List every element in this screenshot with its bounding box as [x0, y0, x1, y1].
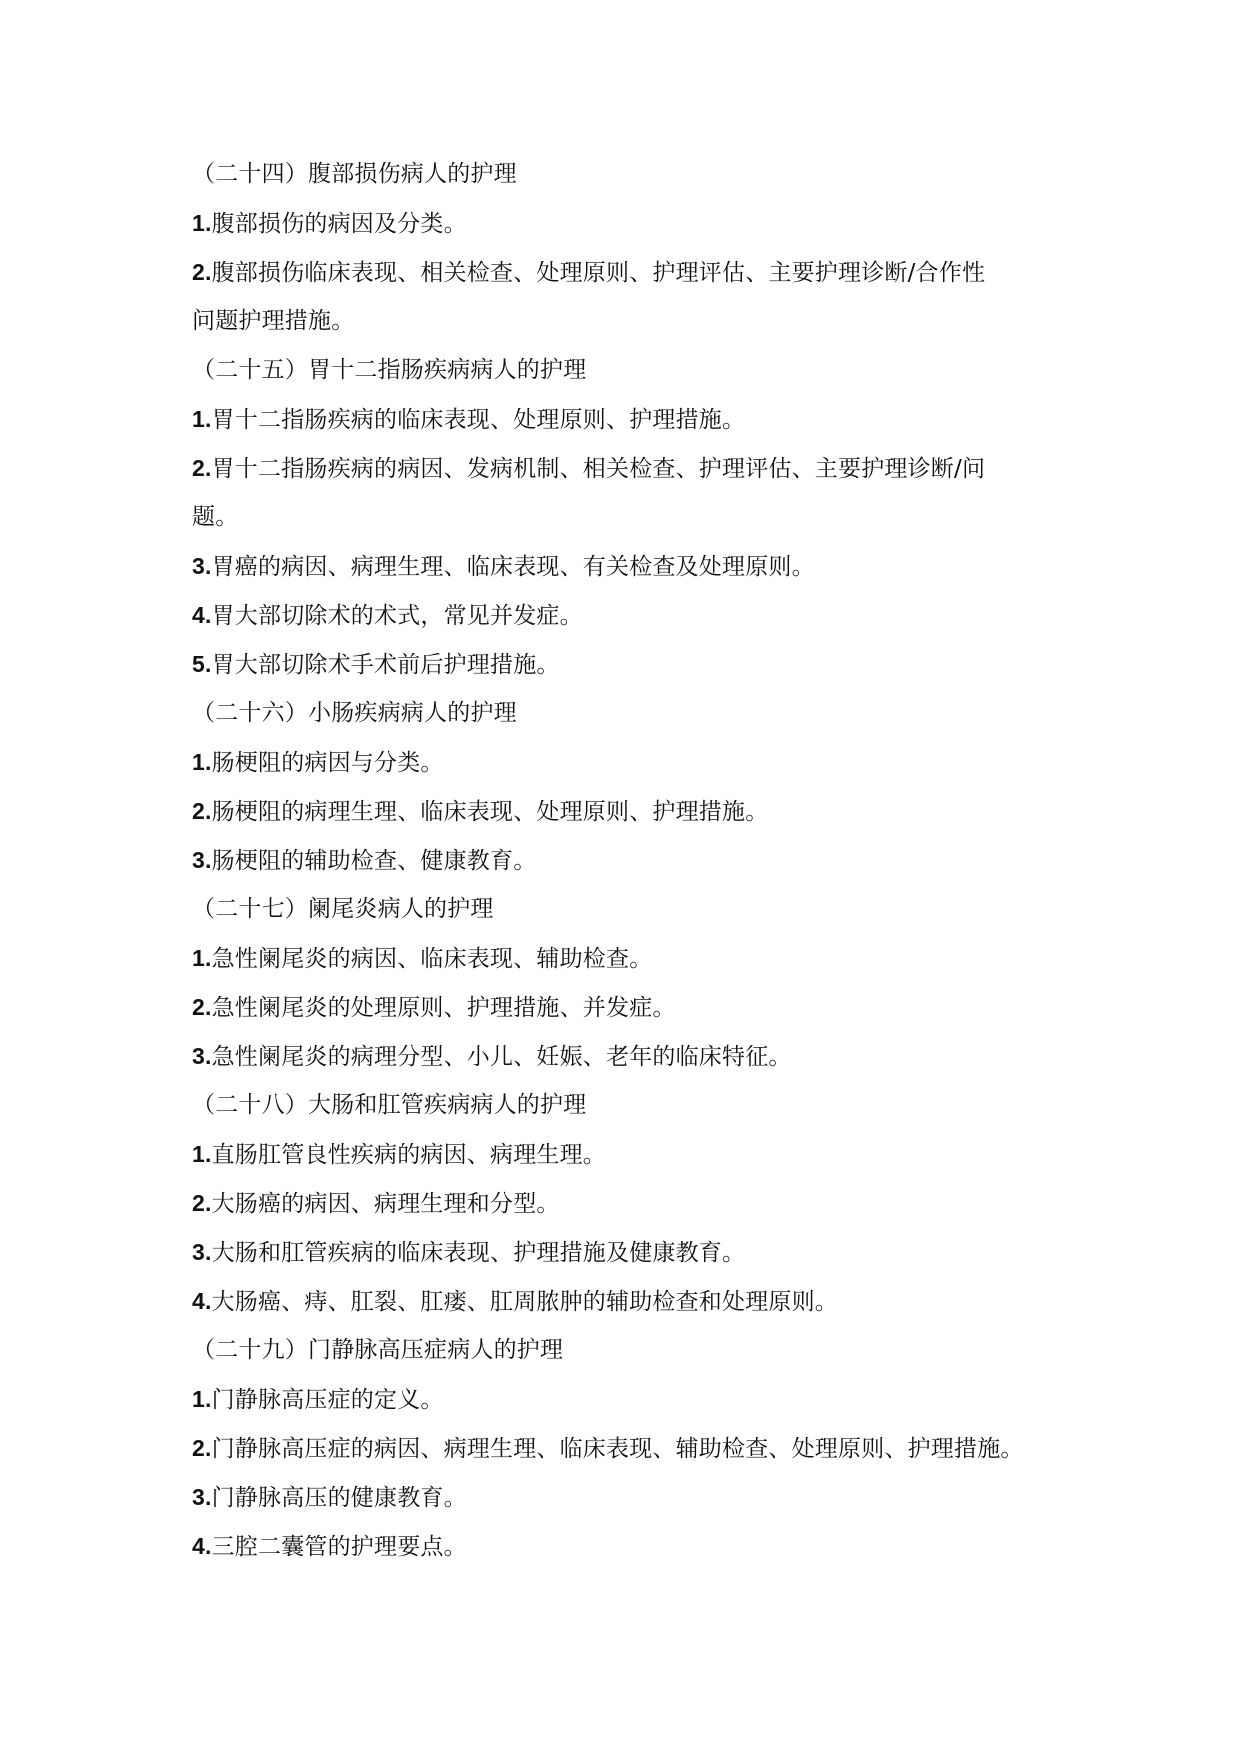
item-number: 2.: [192, 1190, 212, 1216]
list-item: [192, 1522, 1072, 1571]
list-item: [192, 836, 1072, 885]
list-item: [192, 1179, 1072, 1228]
section-heading: [192, 885, 1072, 934]
heading-text: （二十九）门静脉高压症病人的护理: [192, 1337, 564, 1363]
item-text: 大肠和肛管疾病的临床表现、护理措施及健康教育。: [211, 1240, 746, 1266]
item-number: 4.: [192, 1288, 212, 1314]
list-item: [192, 1130, 1072, 1179]
list-item: [192, 591, 1072, 640]
item-text: 直肠肛管良性疾病的病因、病理生理。: [211, 1142, 606, 1168]
item-text: 门静脉高压的健康教育。: [211, 1485, 467, 1511]
item-text: 急性阑尾炎的病理分型、小儿、妊娠、老年的临床特征。: [211, 1044, 792, 1070]
list-item: [192, 738, 1072, 787]
heading-text: （二十八）大肠和肛管疾病病人的护理: [192, 1092, 587, 1118]
item-number: 3.: [192, 1043, 212, 1069]
item-text: 胃癌的病因、病理生理、临床表现、有关检查及处理原则。: [211, 554, 815, 580]
section-heading: [192, 346, 1072, 395]
item-text: 肠梗阻的病因与分类。: [211, 750, 444, 776]
list-item: [192, 1375, 1072, 1424]
item-number: 3.: [192, 553, 212, 579]
list-item: [192, 640, 1072, 689]
list-item: [192, 199, 1072, 248]
item-number: 2.: [192, 1435, 212, 1461]
item-number: 3.: [192, 1239, 212, 1265]
item-text: 胃十二指肠疾病的临床表现、处理原则、护理措施。: [211, 407, 746, 433]
item-number: 3.: [192, 1484, 212, 1510]
item-number: 2.: [192, 798, 212, 824]
section-heading: [192, 689, 1072, 738]
item-text: 大肠癌、痔、肛裂、肛瘘、肛周脓肿的辅助检查和处理原则。: [211, 1289, 838, 1315]
list-item-continuation: [192, 297, 1072, 346]
list-item: [192, 248, 1072, 297]
list-item: [192, 444, 1072, 493]
list-item: [192, 1228, 1072, 1277]
item-text: 腹部损伤的病因及分类。: [211, 211, 467, 237]
item-text: 急性阑尾炎的病因、临床表现、辅助检查。: [211, 946, 653, 972]
item-text: 腹部损伤临床表现、相关检查、处理原则、护理评估、主要护理诊断/合作性: [211, 260, 986, 286]
item-number: 1.: [192, 1386, 212, 1412]
item-number: 2.: [192, 259, 212, 285]
heading-text: （二十四）腹部损伤病人的护理: [192, 161, 517, 187]
item-number: 1.: [192, 749, 212, 775]
item-text: 急性阑尾炎的处理原则、护理措施、并发症。: [211, 995, 676, 1021]
section-heading: [192, 1326, 1072, 1375]
item-text: 大肠癌的病因、病理生理和分型。: [211, 1191, 560, 1217]
section-heading: [192, 150, 1072, 199]
list-item: [192, 1032, 1072, 1081]
list-item: [192, 1277, 1072, 1326]
list-item-continuation: [192, 493, 1072, 542]
item-number: 1.: [192, 210, 212, 236]
document-body: [192, 150, 1072, 1571]
item-text: 题。: [192, 504, 239, 530]
item-text: 门静脉高压症的定义。: [211, 1387, 444, 1413]
item-number: 1.: [192, 945, 212, 971]
item-number: 2.: [192, 455, 212, 481]
item-text: 肠梗阻的病理生理、临床表现、处理原则、护理措施。: [211, 799, 769, 825]
item-number: 3.: [192, 847, 212, 873]
list-item: [192, 395, 1072, 444]
list-item: [192, 787, 1072, 836]
item-number: 2.: [192, 994, 212, 1020]
heading-text: （二十七）阑尾炎病人的护理: [192, 896, 494, 922]
list-item: [192, 542, 1072, 591]
item-text: 肠梗阻的辅助检查、健康教育。: [211, 848, 537, 874]
list-item: [192, 1473, 1072, 1522]
item-number: 1.: [192, 406, 212, 432]
heading-text: （二十六）小肠疾病病人的护理: [192, 700, 517, 726]
item-text: 胃十二指肠疾病的病因、发病机制、相关检查、护理评估、主要护理诊断/问: [211, 456, 986, 482]
item-number: 5.: [192, 651, 212, 677]
item-number: 4.: [192, 602, 212, 628]
item-number: 4.: [192, 1533, 212, 1559]
item-text: 问题护理措施。: [192, 308, 355, 334]
item-text: 三腔二囊管的护理要点。: [211, 1534, 467, 1560]
list-item: [192, 983, 1072, 1032]
list-item: [192, 1424, 1072, 1473]
item-text: 胃大部切除术的术式，常见并发症。: [211, 603, 583, 629]
heading-text: （二十五）胃十二指肠疾病病人的护理: [192, 357, 587, 383]
item-number: 1.: [192, 1141, 212, 1167]
section-heading: [192, 1081, 1072, 1130]
list-item: [192, 934, 1072, 983]
item-text: 门静脉高压症的病因、病理生理、临床表现、辅助检查、处理原则、护理措施。: [211, 1436, 1024, 1462]
item-text: 胃大部切除术手术前后护理措施。: [211, 652, 560, 678]
